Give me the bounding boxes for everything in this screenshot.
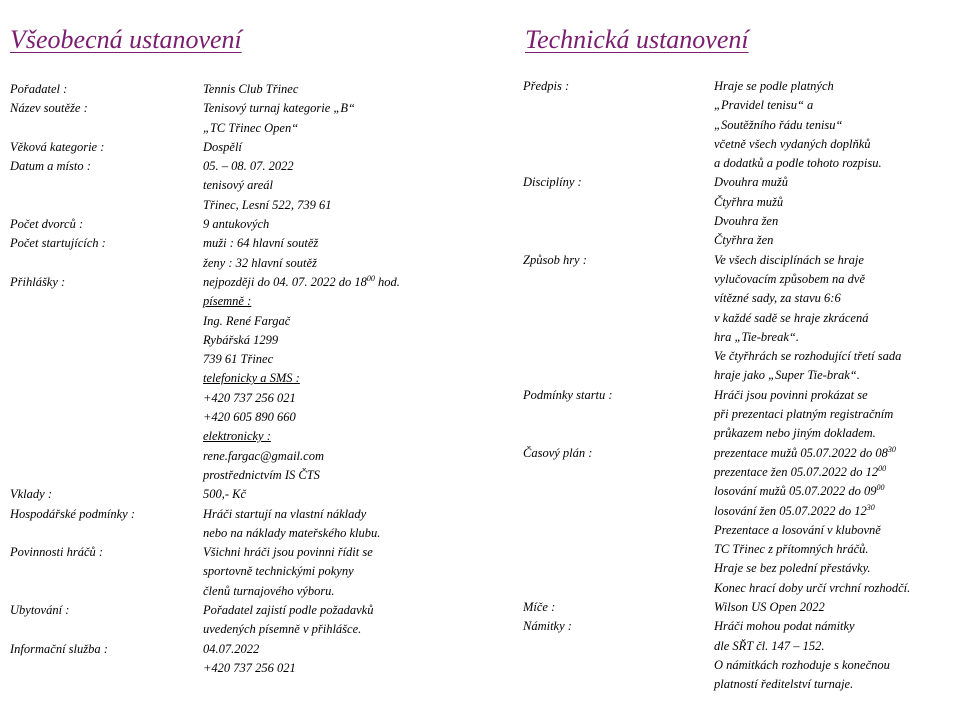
field-label: Přihlášky : <box>10 274 66 289</box>
field-value-line: O námitkách rozhoduje s konečnou <box>714 657 890 672</box>
field-row <box>523 444 910 598</box>
field-row <box>523 77 910 173</box>
field-row <box>10 640 400 679</box>
field-row <box>523 598 910 617</box>
field-value-line: 9 antukových <box>203 217 270 232</box>
field-value-line: 500,- Kč <box>203 487 247 502</box>
field-value-line: losování žen 05.07.2022 do $12^{30}$ <box>714 502 875 518</box>
field-value <box>203 99 355 138</box>
field-row <box>10 157 400 215</box>
field-value-line: tenisový areál <box>203 178 274 193</box>
field-value-line: Pořadatel zajistí podle požadavků <box>203 603 374 618</box>
field-value-line: uvedených písemně v přihlášce. <box>203 622 362 637</box>
field-value-line: Třinec, Lesní 522, 739 61 <box>203 197 332 212</box>
field-value-line: Rybářská 1299 <box>203 332 279 347</box>
field-value-line: rene.fargac@gmail.com <box>203 448 324 463</box>
field-value-line: nejpozději do 04. 07. 2022 do $18^{00}$ hod. <box>203 273 400 289</box>
field-value <box>203 640 296 679</box>
field-value-line: při prezentaci platným registračním <box>714 407 894 422</box>
field-value-line: Dvouhra žen <box>714 214 779 229</box>
field-label: Počet startujících : <box>10 236 106 251</box>
field-value-line: Wilson US Open 2022 <box>714 600 825 615</box>
field-value-line: 04.07.2022 <box>203 641 260 656</box>
heading-technical-provisions: Technická ustanovení <box>525 25 749 54</box>
field-value-line: 05. – 08. 07. 2022 <box>203 159 294 174</box>
field-row <box>10 234 400 273</box>
field-label: Informační služba : <box>10 641 108 656</box>
field-row <box>523 617 910 694</box>
field-value <box>203 505 380 544</box>
field-value-line: průkazem nebo jiným dokladem. <box>714 426 876 441</box>
field-label: Hospodářské podmínky : <box>10 506 135 521</box>
field-value-line: Dvouhra mužů <box>714 175 788 190</box>
field-value-line: vylučovacím způsobem na dvě <box>714 271 865 286</box>
field-value-line: TC Třinec z přítomných hráčů. <box>714 542 869 557</box>
field-value-line: „TC Třinec Open“ <box>203 120 299 135</box>
field-row <box>10 138 400 157</box>
field-value-line: Ve všech disciplínách se hraje <box>714 252 864 267</box>
field-value-line: Hráči startují na vlastní náklady <box>203 506 367 521</box>
field-row <box>10 485 400 504</box>
field-value-line: prezentace žen 05.07.2022 do $12^{00}$ <box>714 463 887 479</box>
field-label: Povinnosti hráčů : <box>10 545 104 560</box>
field-value-line: platností ředitelství turnaje. <box>714 677 854 692</box>
field-value-line: Hráči mohou podat námitky <box>714 619 855 634</box>
field-row <box>10 601 400 640</box>
field-value <box>203 273 400 485</box>
field-value-line: Tenisový turnaj kategorie „B“ <box>203 101 355 116</box>
field-label: Datum a místo : <box>10 159 91 174</box>
general-provisions-list <box>10 80 400 678</box>
field-value <box>714 617 890 694</box>
field-value-line: „Pravidel tenisu“ a <box>714 98 814 113</box>
field-row <box>10 80 400 99</box>
field-value-line: Prezentace a losování v klubovně <box>714 522 881 537</box>
field-label: Disciplíny : <box>523 175 582 190</box>
field-row <box>10 273 400 485</box>
field-value-line: prezentace mužů 05.07.2022 do $08^{30}$ <box>714 444 896 460</box>
field-value-line: Konec hrací doby určí vrchní rozhodčí. <box>714 580 911 595</box>
field-value <box>203 485 246 504</box>
field-value-line: telefonicky a SMS : <box>203 371 300 386</box>
field-value-line: Čtyřhra mužů <box>714 194 784 209</box>
field-value-line: včetně všech vydaných doplňků <box>714 136 871 151</box>
field-row <box>10 99 400 138</box>
field-value-line: Všichni hráči jsou povinni řídit se <box>203 545 373 560</box>
field-value-line: muži : 64 hlavní soutěž <box>203 236 319 251</box>
field-row <box>10 505 400 544</box>
field-row <box>10 215 400 234</box>
field-value-line: Hraje se podle platných <box>714 79 834 93</box>
field-label: Počet dvorců : <box>10 217 84 232</box>
field-value-line: Čtyřhra žen <box>714 233 774 248</box>
field-value <box>203 601 373 640</box>
field-value-line: Ing. René Fargač <box>203 313 291 328</box>
field-value-line: 739 61 Třinec <box>203 352 274 367</box>
field-value <box>203 80 298 99</box>
field-value-line: Ve čtyřhrách se rozhodující třetí sada <box>714 349 902 364</box>
field-value-line: Hráči jsou povinni prokázat se <box>714 387 868 402</box>
field-value-line: Hraje se bez polední přestávky. <box>714 561 871 576</box>
field-value <box>714 386 893 444</box>
field-value-line: dle SŘT čl. 147 – 152. <box>714 638 825 653</box>
field-value-line: elektronicky : <box>203 429 271 444</box>
field-value-line: prostřednictvím IS ČTS <box>203 467 320 482</box>
field-row <box>523 386 910 444</box>
field-label: Míče : <box>523 600 556 615</box>
field-value-line: +420 605 890 660 <box>203 410 296 425</box>
field-value-line: nebo na náklady mateřského klubu. <box>203 525 381 540</box>
field-value-line: „Soutěžního řádu tenisu“ <box>714 117 843 132</box>
field-label: Časový plán : <box>523 445 593 460</box>
technical-provisions-list <box>523 77 910 695</box>
field-value-line: ženy : 32 hlavní soutěž <box>203 255 317 270</box>
field-value-line: Dospělí <box>203 139 242 154</box>
field-value-line: a dodatků a podle tohoto rozpisu. <box>714 156 882 171</box>
field-value-line: hraje jako „Super Tie-brak“. <box>714 368 860 383</box>
field-value-line: Tennis Club Třinec <box>203 82 299 96</box>
field-row <box>10 543 400 601</box>
field-value <box>714 173 788 250</box>
field-row <box>523 173 910 250</box>
field-label: Předpis : <box>523 79 570 93</box>
field-value-line: členů turnajového výboru. <box>203 583 335 598</box>
field-value <box>714 598 825 617</box>
field-value-line: písemně : <box>203 294 252 309</box>
field-label: Věková kategorie : <box>10 139 105 154</box>
field-label: Název soutěže : <box>10 101 88 116</box>
field-value <box>203 543 373 601</box>
field-value-line: losování mužů 05.07.2022 do $09^{00}$ <box>714 483 885 499</box>
field-value-line: sportovně technickými pokyny <box>203 564 354 579</box>
field-value-line: +420 737 256 021 <box>203 660 296 675</box>
field-value <box>203 234 318 273</box>
field-label: Vklady : <box>10 487 52 502</box>
field-value-line: vítězné sady, za stavu 6:6 <box>714 291 841 306</box>
field-value-line: hra „Tie-break“. <box>714 329 799 344</box>
field-value-line: v každé sadě se hraje zkrácená <box>714 310 869 325</box>
field-value <box>203 215 269 234</box>
field-value <box>714 444 910 598</box>
field-value <box>714 251 901 386</box>
field-label: Námitky : <box>523 619 572 634</box>
field-row <box>523 251 910 386</box>
field-label: Pořadatel : <box>10 82 68 96</box>
field-label: Ubytování : <box>10 603 70 618</box>
field-value <box>203 138 242 157</box>
field-label: Podmínky startu : <box>523 387 613 402</box>
field-value <box>714 77 882 173</box>
field-value-line: +420 737 256 021 <box>203 390 296 405</box>
heading-general-provisions: Všeobecná ustanovení <box>10 25 242 54</box>
field-value <box>203 157 331 215</box>
field-label: Způsob hry : <box>523 252 587 267</box>
